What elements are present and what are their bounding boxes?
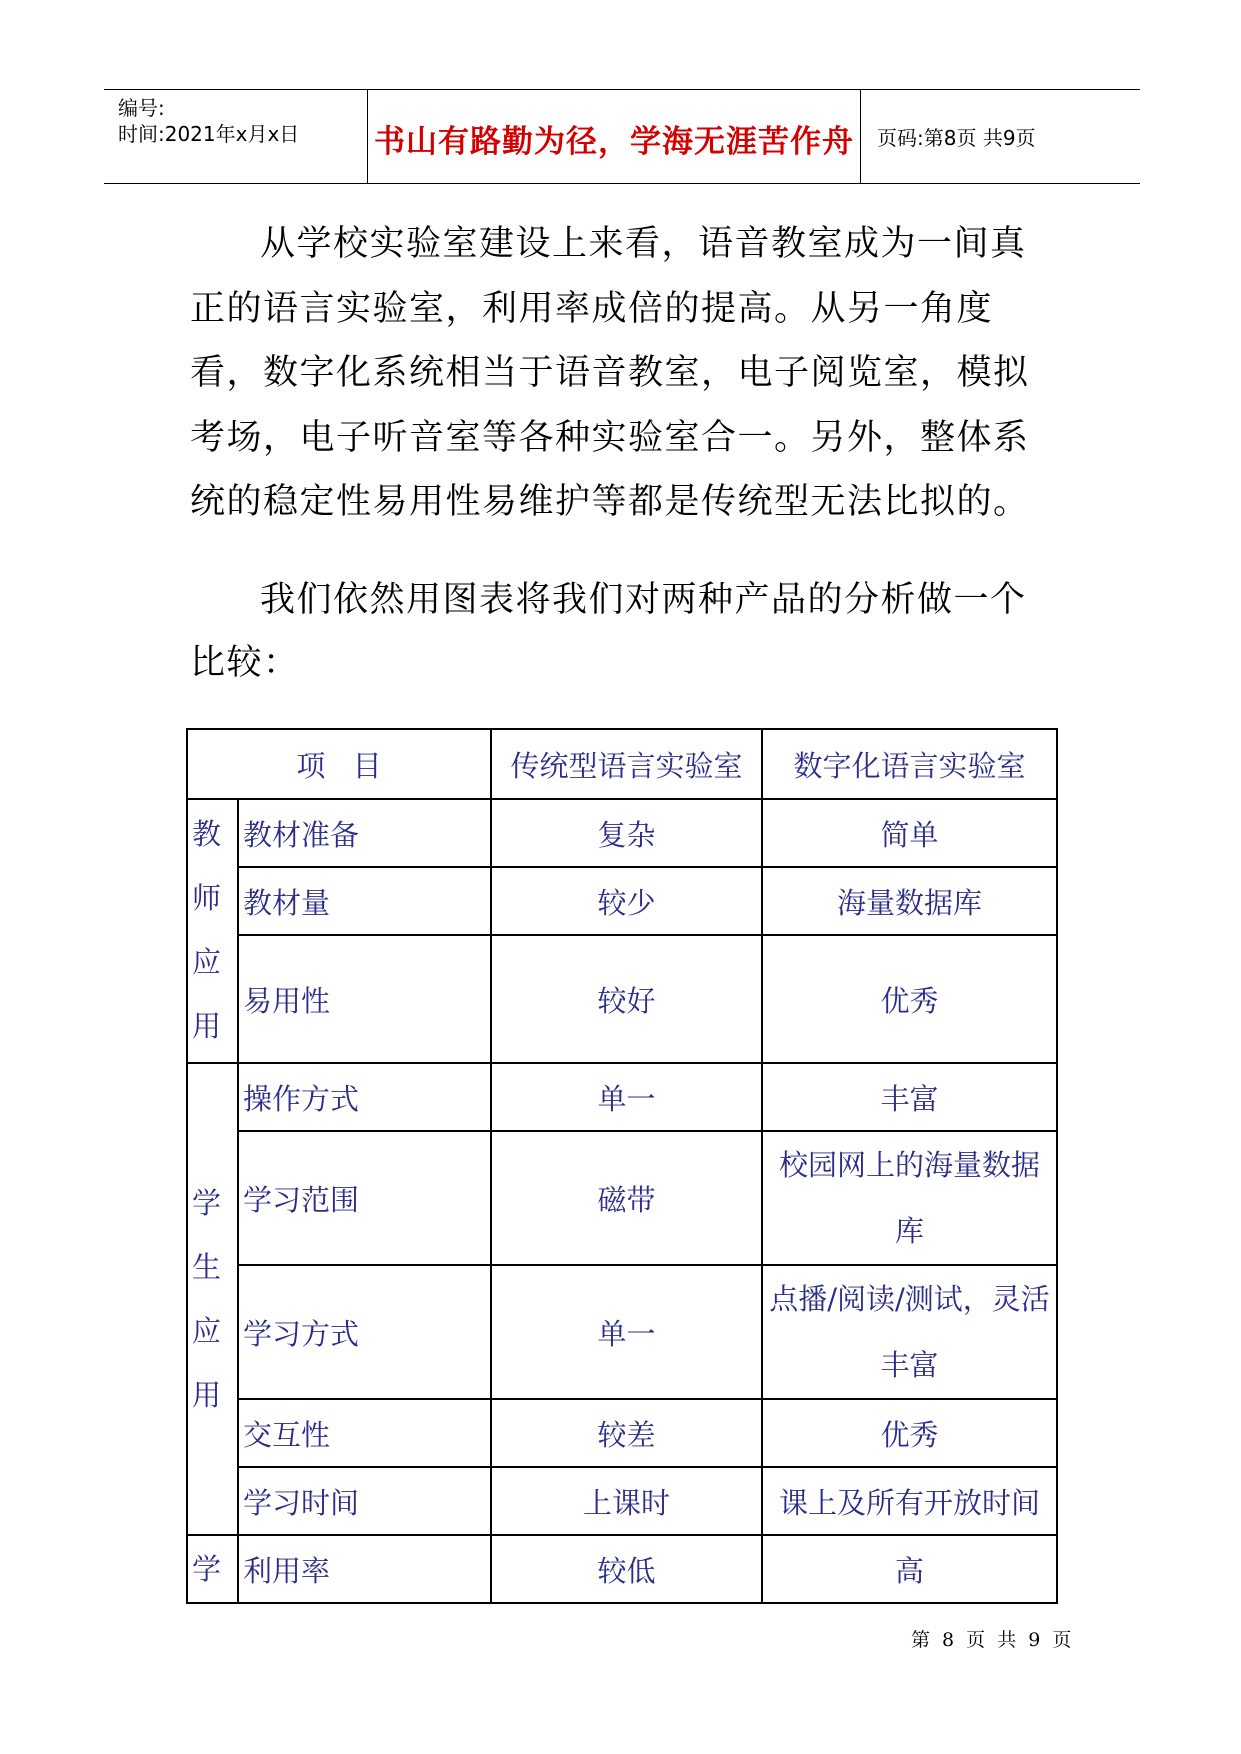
cell-item: 操作方式: [238, 1063, 491, 1131]
cell-item: 交互性: [238, 1399, 491, 1467]
table-row: [187, 867, 1057, 935]
cell-item: 教材准备: [238, 799, 491, 867]
table-row: [187, 1467, 1057, 1535]
group-char: 用: [192, 1378, 222, 1412]
cell-item: 易用性: [238, 935, 491, 1063]
cell-digital: 课上及所有开放时间: [762, 1467, 1057, 1535]
header-traditional: 传统型语言实验室: [491, 729, 762, 799]
cell-traditional: 磁带: [491, 1131, 762, 1265]
cell-digital: 简单: [762, 799, 1057, 867]
group-char: 生: [192, 1250, 222, 1284]
cell-traditional: 较好: [491, 935, 762, 1063]
cell-traditional: 单一: [491, 1265, 762, 1399]
cell-digital: 高: [762, 1535, 1057, 1603]
cell-traditional: 复杂: [491, 799, 762, 867]
group-teacher: [187, 799, 238, 1063]
cell-digital: 优秀: [762, 935, 1057, 1063]
table-row: [187, 1535, 1057, 1603]
group-student: [187, 1063, 238, 1535]
header-item: 项 目: [187, 729, 491, 799]
group-char: 教: [192, 817, 222, 851]
cell-traditional: 单一: [491, 1063, 762, 1131]
group-char: 用: [192, 1009, 222, 1043]
group-char: 应: [192, 945, 222, 979]
table-row: [187, 1265, 1057, 1399]
cell-item: 利用率: [238, 1535, 491, 1603]
table-row: [187, 935, 1057, 1063]
cell-traditional: 较低: [491, 1535, 762, 1603]
cell-traditional: 较少: [491, 867, 762, 935]
page-footer: 第 8 页 共 9 页: [911, 1629, 1072, 1651]
cell-item: 学习时间: [238, 1467, 491, 1535]
header-digital: 数字化语言实验室: [762, 729, 1057, 799]
table-row: [187, 1399, 1057, 1467]
group-char: 学: [192, 1186, 222, 1220]
table-row: [187, 1131, 1057, 1265]
paragraph-1: 从学校实验室建设上来看，语音教室成为一间真正的语言实验室，利用率成倍的提高。从另一角度看，数字化系统相当于语音教室，电子阅览室，模拟考场，电子听音室等各种实验室合一。另外，整体系统的稳定性易用性易维护等都是传统型无法比拟的。: [190, 224, 1030, 522]
table-row: [187, 799, 1057, 867]
paragraph-2: 我们依然用图表将我们对两种产品的分析做一个比较：: [190, 580, 1027, 683]
motto: 书山有路勤为径，学海无涯苦作舟: [374, 124, 854, 160]
header-center: [367, 90, 861, 183]
cell-traditional: 较差: [491, 1399, 762, 1467]
group-char: 学: [192, 1552, 222, 1586]
header-left: [104, 90, 367, 183]
number-label: 编号:: [118, 96, 165, 120]
group-char: 师: [192, 881, 222, 915]
table-header-row: [187, 729, 1057, 799]
cell-item: 学习范围: [238, 1131, 491, 1265]
page-header: [104, 89, 1140, 184]
group-char: 应: [192, 1314, 222, 1348]
group-school: [187, 1535, 238, 1603]
time-label: 时间:2021年x月x日: [118, 122, 300, 146]
table-row: [187, 1063, 1057, 1131]
cell-digital: 丰富: [762, 1063, 1057, 1131]
cell-item: 教材量: [238, 867, 491, 935]
comparison-table: [186, 728, 1058, 1604]
cell-traditional: 上课时: [491, 1467, 762, 1535]
page-label: 页码:第8页 共9页: [877, 126, 1036, 150]
header-right: [861, 90, 1140, 183]
cell-item: 学习方式: [238, 1265, 491, 1399]
cell-digital: 海量数据库: [762, 867, 1057, 935]
cell-digital: 优秀: [762, 1399, 1057, 1467]
cell-digital: 点播/阅读/测试，灵活丰富: [762, 1265, 1057, 1399]
cell-digital: 校园网上的海量数据库: [762, 1131, 1057, 1265]
